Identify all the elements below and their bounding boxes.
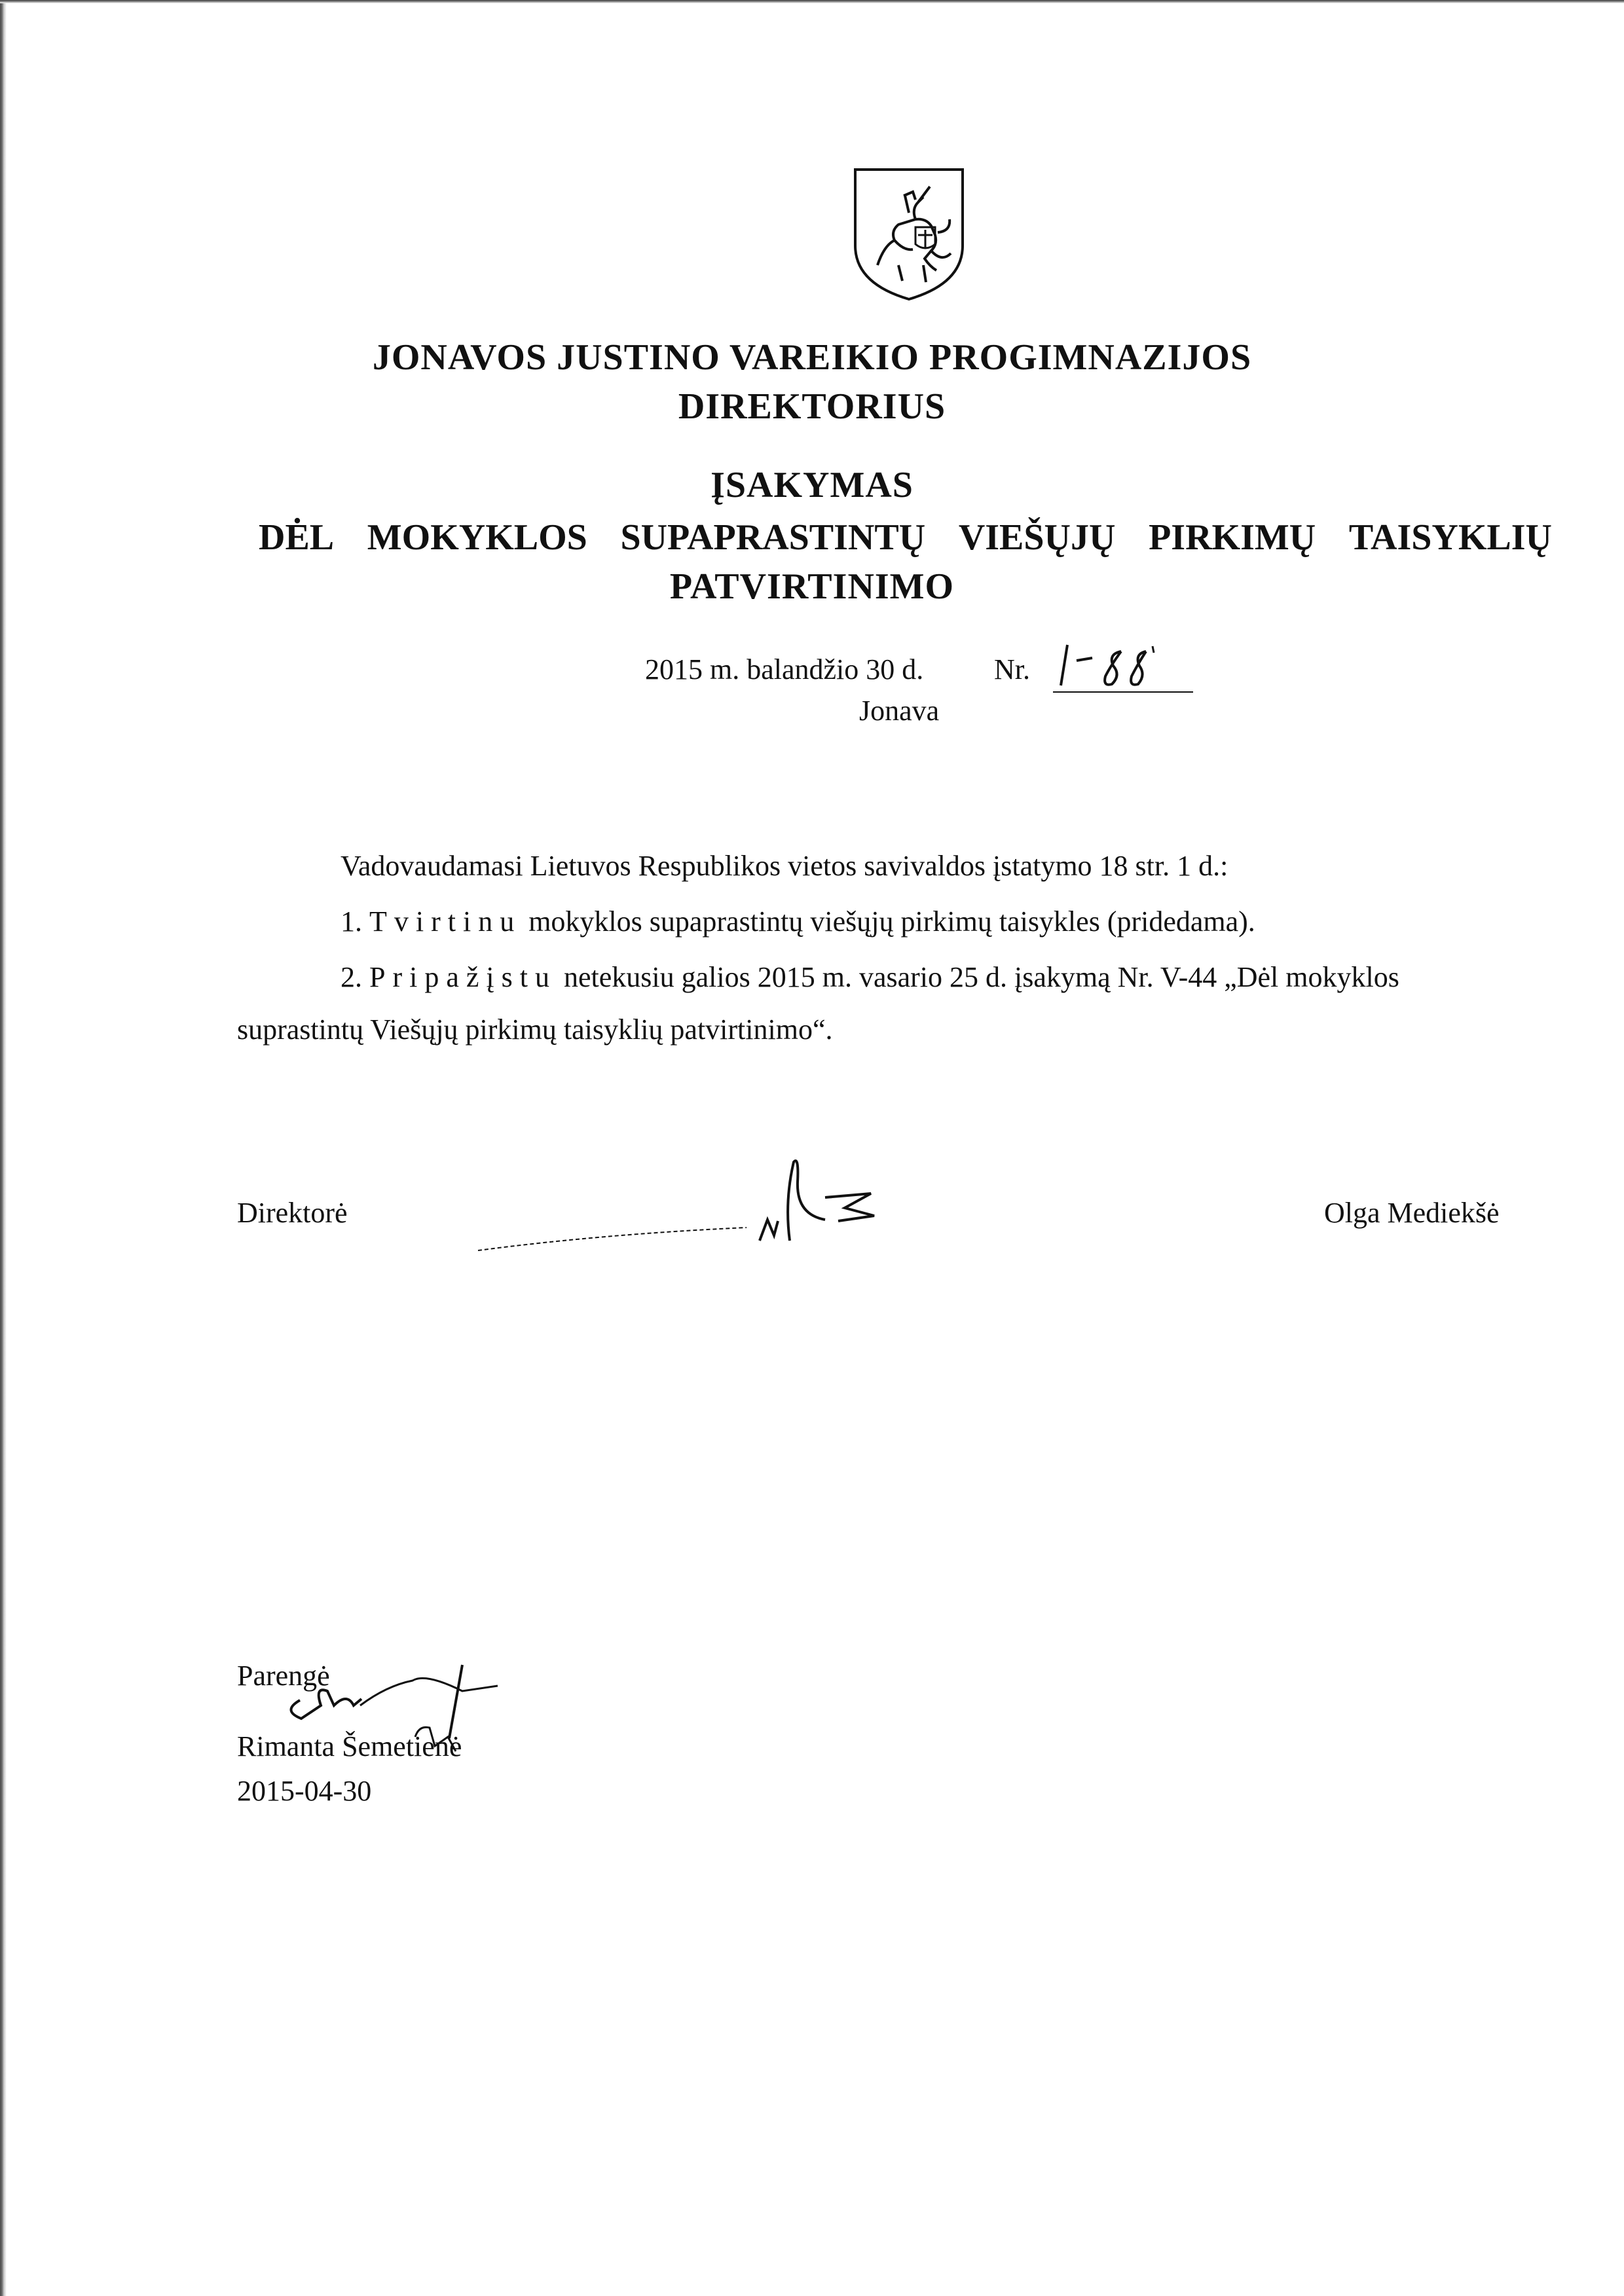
item-verb: Pripažįstu (369, 961, 557, 993)
order-item-2 (341, 959, 1399, 996)
coat-of-arms-icon (853, 167, 965, 302)
order-item-1 (341, 903, 1255, 940)
handwritten-order-number (1048, 632, 1198, 704)
director-signature (471, 1142, 956, 1267)
order-place: Jonava (859, 695, 940, 727)
preparation-date: 2015-04-30 (237, 1775, 372, 1807)
order-number-label: Nr. (994, 653, 1030, 685)
subject-word: TAISYKLIŲ (1348, 517, 1552, 558)
subject-line-1 (259, 514, 1552, 561)
signatory-role: Direktorė (237, 1197, 348, 1229)
institution-line-2: DIREKTORIUS (678, 386, 946, 427)
item-number: 2. (341, 961, 362, 993)
order-item-2-continuation: suprastintų Viešųjų pirkimų taisyklių patvirtinimo“. (237, 1013, 833, 1046)
subject-word: SUPAPRASTINTŲ (620, 517, 926, 558)
legal-basis-paragraph: Vadovaudamasi Lietuvos Respublikos vietos savivaldos įstatymo 18 str. 1 d.: (341, 850, 1228, 882)
institution-line-1: JONAVOS JUSTINO VAREIKIO PROGIMNAZIJOS (372, 337, 1252, 378)
item-number: 1. (341, 905, 362, 938)
subject-word: MOKYKLOS (367, 517, 587, 558)
scan-edge-top (0, 0, 1624, 3)
item-text: mokyklos supaprastintų viešųjų pirkimų taisykles (pridedama). (528, 905, 1255, 938)
subject-word: PIRKIMŲ (1149, 517, 1316, 558)
subject-line-2: PATVIRTINIMO (669, 566, 955, 607)
item-verb: Tvirtinu (369, 905, 522, 938)
order-date: 2015 m. balandžio 30 d. (645, 653, 924, 685)
signatory-name: Olga Mediekšė (1324, 1197, 1500, 1229)
document-type: ĮSAKYMAS (710, 465, 913, 505)
item-text: netekusiu galios 2015 m. vasario 25 d. įsakymą Nr. V-44 „Dėl mokyklos (563, 961, 1399, 993)
preparer-name: Rimanta Šemetienė (237, 1730, 462, 1762)
subject-word: DĖL (259, 517, 335, 558)
prepared-by-label: Parengė (237, 1660, 330, 1692)
subject-word: VIEŠŲJŲ (958, 517, 1116, 558)
